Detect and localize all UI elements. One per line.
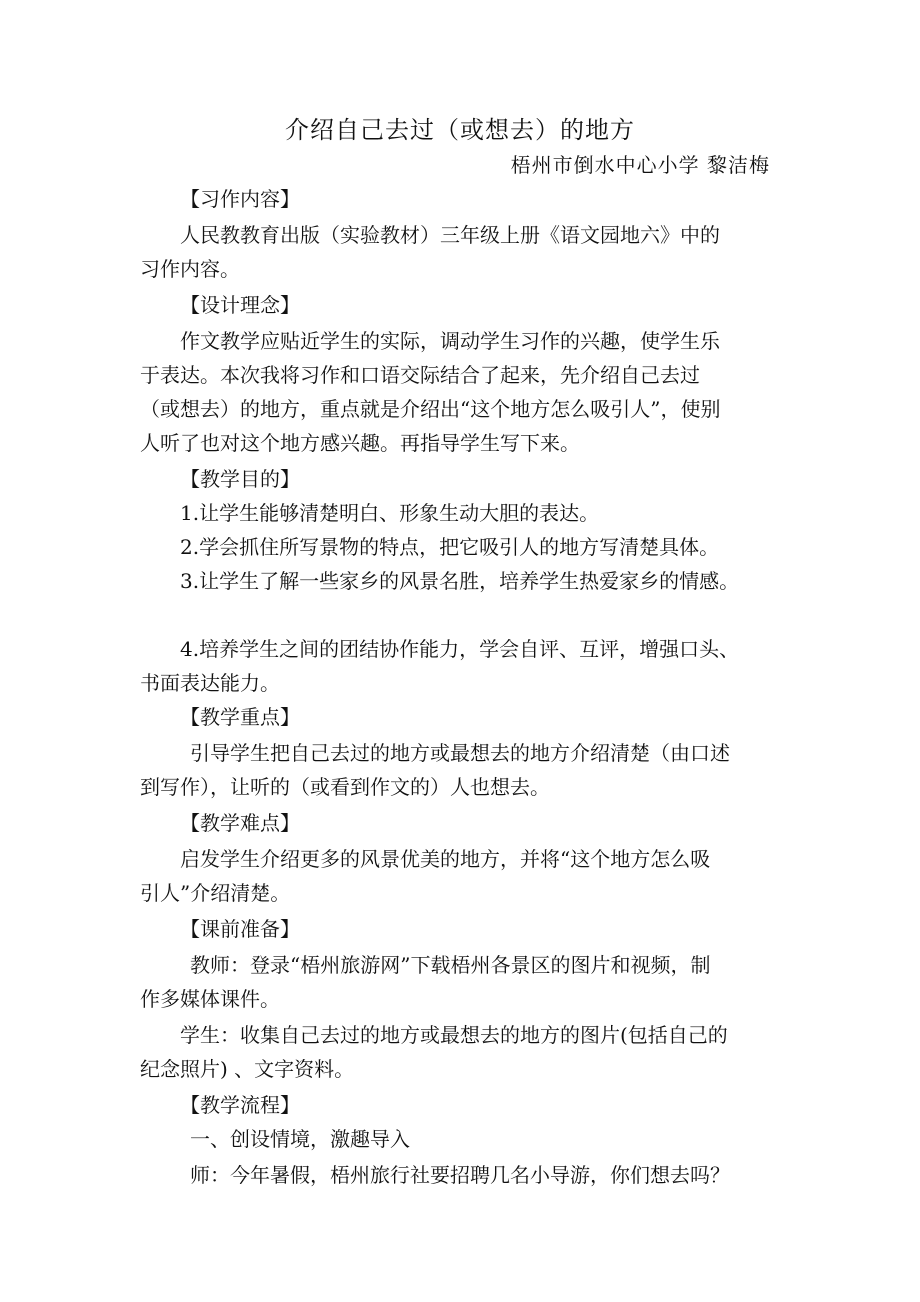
list-item: 1.让学生能够清楚明白、形象生动大胆的表达。 <box>180 501 600 525</box>
paragraph-line: 作文教学应贴近学生的实际，调动学生习作的兴趣，使学生乐 <box>180 329 720 353</box>
paragraph-line: 师：今年暑假，梧州旅行社要招聘几名小导游，你们想去吗？ <box>190 1163 730 1187</box>
step-heading: 一、创设情境，激趣导入 <box>190 1127 410 1151</box>
paragraph-line: 纪念照片) 、文字资料。 <box>140 1057 355 1081</box>
paragraph-line: 引人”介绍清楚。 <box>140 881 291 905</box>
paragraph-line: 作多媒体课件。 <box>140 987 280 1011</box>
paragraph-line: （或想去）的地方，重点就是介绍出“这个地方怎么吸引人”，使别 <box>140 397 721 421</box>
section-heading: 【教学重点】 <box>180 705 300 729</box>
paragraph-line: 到写作），让听的（或看到作文的）人也想去。 <box>140 775 550 799</box>
author-line: 梧州市倒水中心小学 黎洁梅 <box>510 153 770 177</box>
section-heading: 【课前准备】 <box>180 917 300 941</box>
section-heading: 【习作内容】 <box>180 187 300 211</box>
paragraph-line: 教师：登录“梧州旅游网”下载梧州各景区的图片和视频，制 <box>190 953 711 977</box>
paragraph-line: 于表达。本次我将习作和口语交际结合了起来，先介绍自己去过 <box>140 363 700 387</box>
page-title: 介绍自己去过（或想去）的地方 <box>285 116 635 144</box>
list-item: 4.培养学生之间的团结协作能力，学会自评、互评，增强口头、 <box>180 637 740 661</box>
paragraph-line: 学生：收集自己去过的地方或最想去的地方的图片(包括自己的 <box>180 1023 728 1047</box>
paragraph-line: 引导学生把自己去过的地方或最想去的地方介绍清楚（由口述 <box>190 741 730 765</box>
paragraph-line: 习作内容。 <box>140 257 240 281</box>
list-item: 书面表达能力。 <box>140 671 280 695</box>
paragraph-line: 启发学生介绍更多的风景优美的地方，并将“这个地方怎么吸 <box>180 847 711 871</box>
section-heading: 【设计理念】 <box>180 293 300 317</box>
list-item: 3.让学生了解一些家乡的风景名胜，培养学生热爱家乡的情感。 <box>180 569 740 593</box>
section-heading: 【教学难点】 <box>180 811 300 835</box>
section-heading: 【教学目的】 <box>180 467 300 491</box>
paragraph-line: 人民教教育出版（实验教材）三年级上册《语文园地六》中的 <box>180 223 720 247</box>
section-heading: 【教学流程】 <box>180 1093 300 1117</box>
paragraph-line: 人听了也对这个地方感兴趣。再指导学生写下来。 <box>140 431 580 455</box>
list-item: 2.学会抓住所写景物的特点，把它吸引人的地方写清楚具体。 <box>180 535 720 559</box>
